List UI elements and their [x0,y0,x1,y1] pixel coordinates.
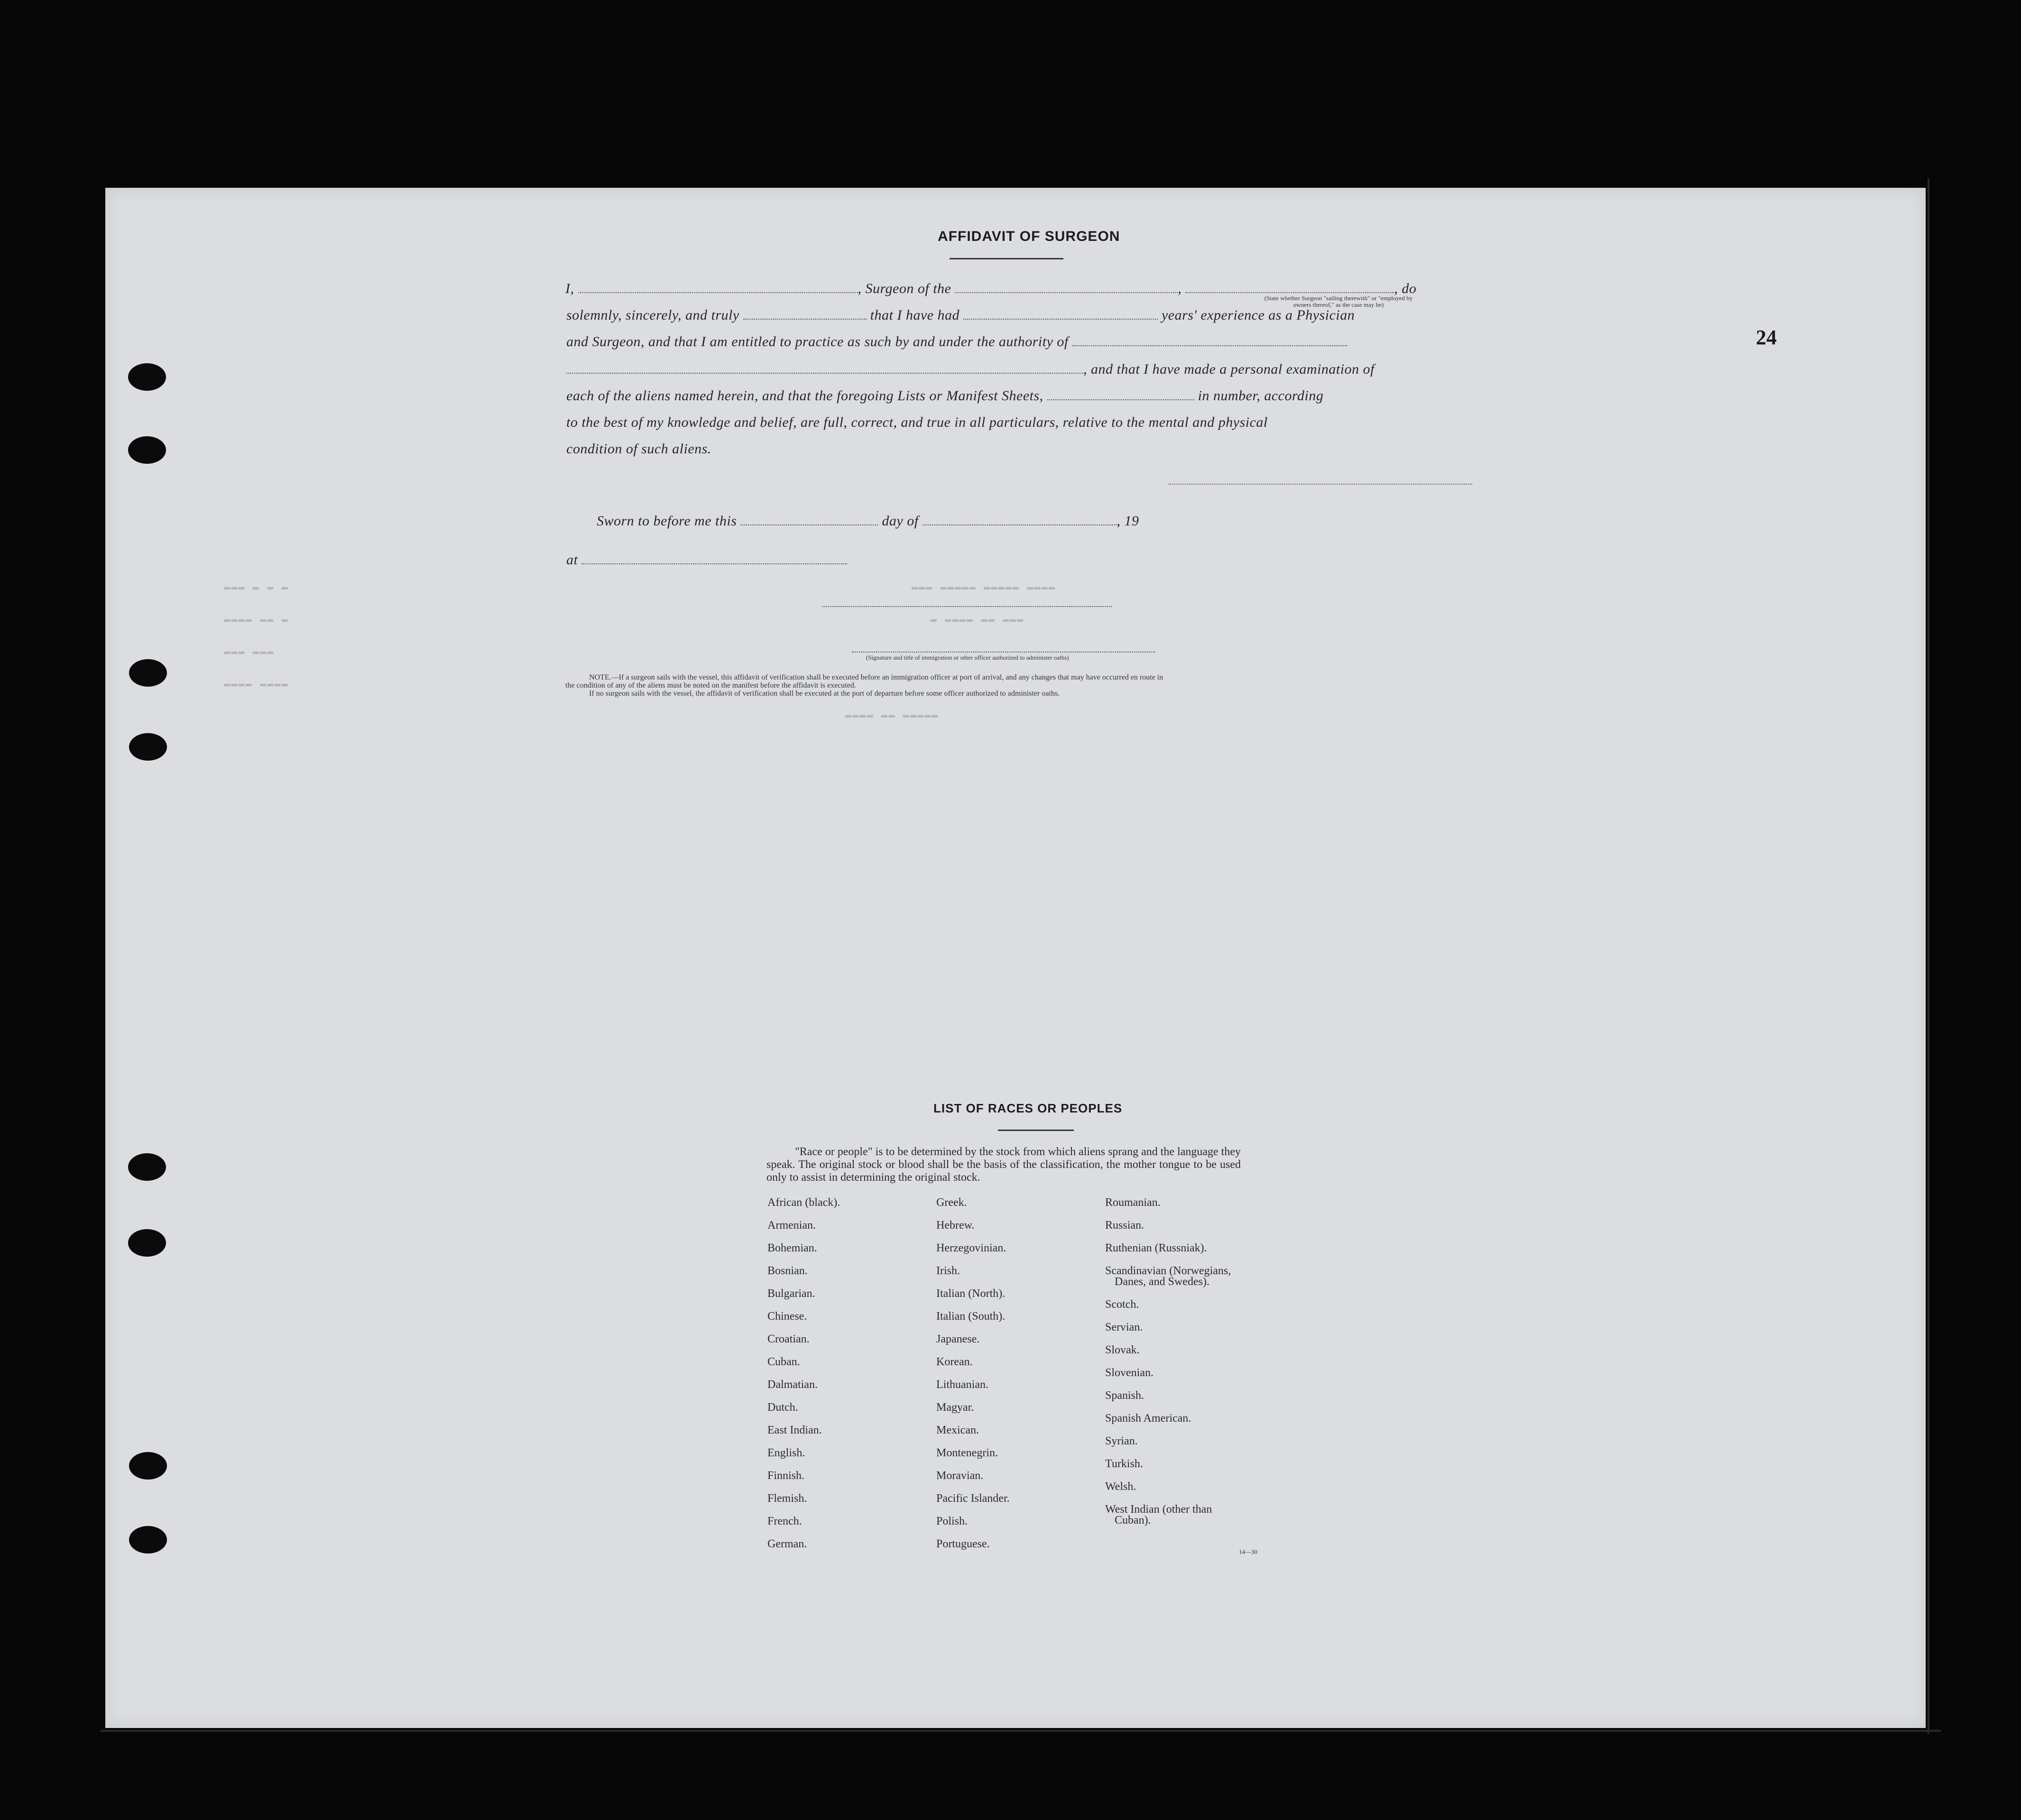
affidavit-title-rule [950,258,1063,259]
race-item: Mexican. [936,1424,979,1436]
race-item: Bohemian. [767,1242,817,1254]
affidavit-line-6: to the best of my knowledge and belief, are full, correct, and true in all particulars, relative to the mental and physical [566,414,1268,430]
blank-field-oath[interactable] [743,310,867,320]
punch-hole [129,733,167,761]
punch-hole [128,436,166,464]
note-line: NOTE.—If a surgeon sails with the vessel, this affidavit of verification shall be executed before an immigration officer at port of arrival, and any changes that may have occurred en route in [589,673,1163,681]
race-item: Flemish. [767,1492,807,1505]
bleed-through-mark: ▬▬▬ ▬▬▬▬▬ ▬▬▬▬▬ ▬▬▬▬ [912,581,1056,593]
surgeon-status-note [1234,295,1443,308]
affidavit-text: I, [565,281,574,296]
blank-field-years[interactable] [963,310,1158,320]
affidavit-note [565,673,1163,698]
race-item: French. [767,1515,802,1527]
blank-field-authority-cont[interactable] [566,364,1083,374]
races-title-rule [998,1130,1074,1131]
race-item: Spanish. [1105,1389,1144,1402]
race-item: Korean. [936,1356,973,1368]
bleed-through-mark: ▬▬▬▬ ▬▬ ▬ [224,614,289,625]
surgeon-status-note-line: (State whether Surgeon "sailing therewith" or "employed by [1264,294,1413,302]
affidavit-text: years' experience as a Physician [1161,307,1355,323]
race-item: Montenegrin. [936,1447,998,1459]
race-item: East Indian. [767,1424,822,1436]
race-item: Japanese. [936,1333,980,1345]
blank-field-place[interactable] [581,555,847,564]
race-item: Russian. [1105,1219,1144,1232]
race-item: Herzegovinian. [936,1242,1006,1254]
races-column-1 [767,1197,840,1550]
race-item: Welsh. [1105,1480,1136,1493]
affidavit-text: , [1178,281,1182,296]
blank-field-sheet-count[interactable] [1047,391,1194,400]
affidavit-text: , 19 [1117,513,1139,529]
surgeon-signature-line[interactable] [1169,484,1472,485]
race-item: Irish. [936,1265,960,1277]
race-item: African (black). [767,1196,840,1209]
bleed-through-mark: ▬▬▬ ▬ ▬ ▬ [224,581,289,593]
race-item: Chinese. [767,1310,807,1323]
punch-hole [129,1452,167,1480]
affidavit-text: each of the aliens named herein, and that the foregoing Lists or Manifest Sheets, [566,388,1043,404]
punch-hole [128,1153,166,1181]
note-line: the condition of any of the aliens must be noted on the manifest before the affidavit is executed. [565,681,856,689]
affidavit-text: and Surgeon, and that I am entitled to practice as such by and under the authority of [566,334,1069,349]
race-item: Dutch. [767,1401,798,1414]
affidavit-title: AFFIDAVIT OF SURGEON [938,229,1120,244]
note-line: If no surgeon sails with the vessel, the affidavit of verification shall be executed at the port of departure before some officer authorized to administer oaths. [589,689,1060,698]
affidavit-text: , do [1394,281,1417,296]
affidavit-text: , and that I have made a personal examination of [1083,361,1375,377]
race-item: Dalmatian. [767,1379,818,1391]
blank-field-authority[interactable] [1072,337,1347,346]
races-intro: "Race or people" is to be determined by the stock from which aliens sprang and the language they speak. The original stock or blood shall be the basis of the classification, the mother tongue to be used only to assist in determining the original stock. [766,1146,1241,1184]
at-line [566,552,847,568]
blank-field-day[interactable] [740,516,878,525]
race-item: Scotch. [1105,1298,1139,1311]
race-item: Servian. [1105,1321,1143,1333]
affidavit-line-4 [566,361,1375,377]
affidavit-line-7: condition of such aliens. [566,441,711,457]
race-item: Turkish. [1105,1458,1143,1470]
race-item: West Indian (other than [1105,1503,1212,1516]
race-item: Armenian. [767,1219,816,1232]
officer-name-line[interactable] [822,606,1112,607]
race-item: English. [767,1447,805,1459]
punch-hole [129,659,167,687]
races-title: LIST OF RACES OR PEOPLES [933,1101,1123,1115]
affidavit-line-5 [566,388,1323,404]
sworn-line [597,513,1139,529]
surgeon-status-note-line: owners thereof," as the case may be) [1293,301,1384,308]
race-item: Greek. [936,1196,967,1209]
affidavit-text: that I have had [870,307,960,323]
affidavit-text: at [566,552,578,568]
bleed-through-mark: ▬ ▬▬▬▬ ▬▬ ▬▬▬ [931,614,1024,625]
sheet-right-edge [1928,178,1929,1734]
race-item: German. [767,1538,807,1550]
race-item: Italian (North). [936,1287,1006,1300]
affidavit-line-2 [566,307,1355,323]
punch-hole [128,1229,166,1257]
bleed-through-mark: ▬▬▬▬ ▬▬▬▬ [224,678,289,690]
affidavit-line-3 [566,334,1347,350]
signature-caption: (Signature and title of immigration or other officer authorized to administer oaths) [866,654,1069,661]
race-item: Pacific Islander. [936,1492,1010,1505]
race-item: Cuban. [767,1356,800,1368]
form-code: 14—30 [1239,1548,1257,1555]
document-sheet [105,188,1926,1728]
punch-hole [129,1526,167,1553]
blank-field-vessel[interactable] [955,284,1178,293]
race-item: Spanish American. [1105,1412,1191,1425]
bleed-through-mark: ▬▬▬▬ ▬▬ ▬▬▬▬▬ [845,709,939,721]
race-item: Portuguese. [936,1538,990,1550]
race-item: Bulgarian. [767,1287,815,1300]
blank-field-surgeon-name[interactable] [578,284,858,293]
race-item: Polish. [936,1515,968,1527]
race-item: Slovenian. [1105,1367,1154,1379]
race-item: Lithuanian. [936,1379,988,1391]
affidavit-text: Sworn to before me this [597,513,737,529]
race-item: Italian (South). [936,1310,1006,1323]
race-item: Croatian. [767,1333,810,1345]
officer-signature-line[interactable] [852,652,1155,653]
affidavit-text: in number, according [1198,388,1324,404]
race-item: Scandinavian (Norwegians, [1105,1265,1231,1277]
affidavit-text: day of [882,513,919,529]
race-item: Slovak. [1105,1344,1140,1356]
page-number: 24 [1756,326,1777,349]
affidavit-text: , Surgeon of the [858,281,951,296]
blank-field-surgeon-status[interactable] [1185,284,1394,293]
races-column-3 [1105,1197,1231,1526]
race-item: Finnish. [767,1470,805,1482]
race-item: Hebrew. [936,1219,975,1232]
race-item: Moravian. [936,1470,984,1482]
race-item: Danes, and Swedes). [1115,1276,1209,1288]
affidavit-text: solemnly, sincerely, and truly [566,307,739,323]
punch-hole [128,363,166,391]
bleed-through-mark: ▬▬▬ ▬▬▬ [224,646,275,658]
blank-field-month[interactable] [923,516,1117,525]
race-item: Syrian. [1105,1435,1138,1447]
race-item: Ruthenian (Russniak). [1105,1242,1207,1254]
race-item: Cuban). [1115,1514,1151,1526]
race-item: Bosnian. [767,1265,808,1277]
race-item: Magyar. [936,1401,974,1414]
races-column-2 [936,1197,1010,1550]
sheet-bottom-edge [101,1730,1941,1732]
race-item: Roumanian. [1105,1196,1161,1209]
